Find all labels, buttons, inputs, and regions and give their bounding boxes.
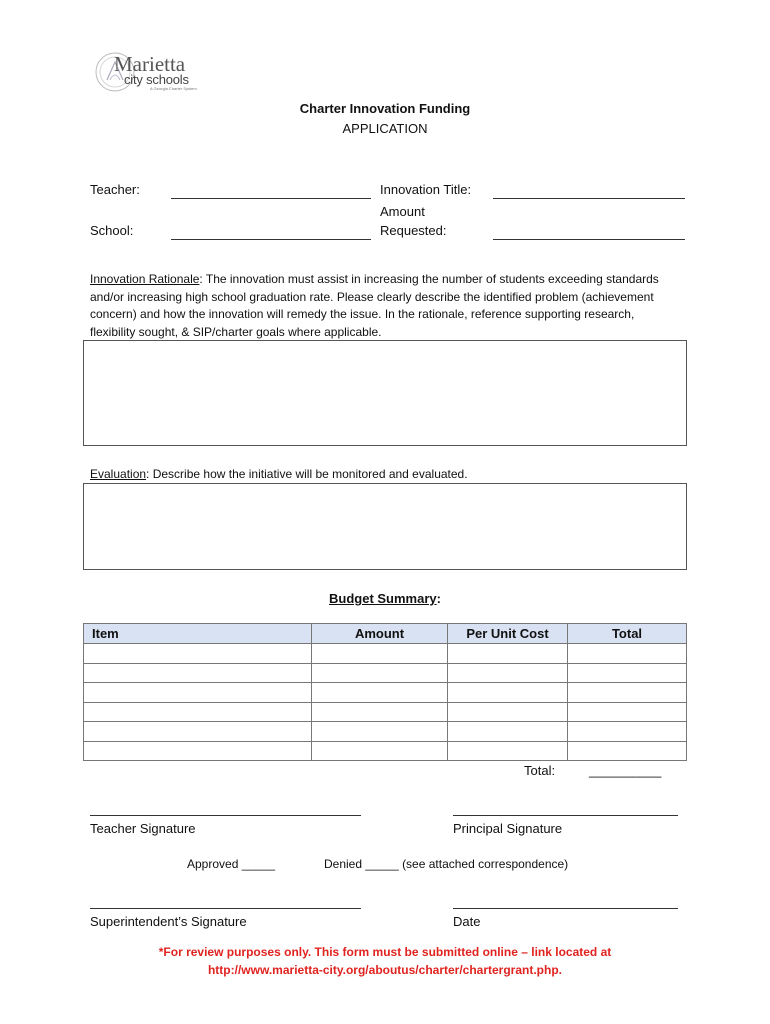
per-unit-cost-cell[interactable] — [448, 683, 568, 703]
innovation-title-label: Innovation Title: — [380, 182, 472, 197]
column-header-amount: Amount — [312, 624, 448, 644]
table-row — [84, 663, 687, 683]
total-cell[interactable] — [568, 741, 687, 761]
per-unit-cost-cell[interactable] — [448, 644, 568, 664]
denied-field[interactable]: Denied _____ (see attached correspondence) — [324, 857, 569, 871]
amount-cell[interactable] — [312, 683, 448, 703]
rationale-heading: Innovation Rationale — [90, 272, 200, 286]
rationale-instructions — [90, 271, 680, 341]
amount-cell[interactable] — [312, 644, 448, 664]
total-cell[interactable] — [568, 663, 687, 683]
amount-label-line1: Amount — [380, 204, 425, 219]
per-unit-cost-cell[interactable] — [448, 663, 568, 683]
innovation-title-field[interactable] — [493, 198, 685, 199]
rationale-text: : The innovation must assist in increasing the number of students exceeding standards and/or increasing high school graduation rate. Please clearly describe the identified problem (achievement concern) and how the innovation will remedy the issue. In the rationale, reference supporting research, flexibility sought, & SIP/charter goals where applicable. — [90, 272, 659, 339]
submission-link[interactable]: http://www.marietta-city.org/aboutus/charter/chartergrant.php. — [207, 963, 563, 977]
amount-requested-field[interactable] — [493, 239, 685, 240]
logo-name: Marietta — [114, 52, 186, 76]
per-unit-cost-cell[interactable] — [448, 722, 568, 742]
rationale-textarea[interactable] — [83, 340, 687, 446]
item-cell[interactable] — [84, 702, 312, 722]
teacher-label: Teacher: — [90, 182, 140, 197]
budget-total-label: Total: — [524, 763, 556, 778]
teacher-field[interactable] — [171, 198, 371, 199]
evaluation-text: : Describe how the initiative will be monitored and evaluated. — [146, 467, 468, 481]
evaluation-textarea[interactable] — [83, 483, 687, 570]
school-label: School: — [90, 223, 134, 238]
amount-cell[interactable] — [312, 722, 448, 742]
total-cell[interactable] — [568, 683, 687, 703]
table-row — [84, 722, 687, 742]
principal-signature-label: Principal Signature — [453, 821, 563, 836]
item-cell[interactable] — [84, 644, 312, 664]
logo-subname: city schools — [124, 72, 189, 87]
per-unit-cost-cell[interactable] — [448, 702, 568, 722]
superintendent-signature-line[interactable] — [90, 908, 361, 909]
item-cell[interactable] — [84, 683, 312, 703]
table-row — [84, 702, 687, 722]
budget-table — [83, 623, 687, 761]
column-header-item: Item — [84, 624, 312, 644]
approved-field[interactable]: Approved _____ — [187, 857, 276, 871]
amount-cell[interactable] — [312, 741, 448, 761]
item-cell[interactable] — [84, 663, 312, 683]
table-row — [84, 683, 687, 703]
column-header-total: Total — [568, 624, 687, 644]
total-cell[interactable] — [568, 644, 687, 664]
total-cell[interactable] — [568, 702, 687, 722]
amount-cell[interactable] — [312, 663, 448, 683]
logo-tagline: A Georgia Charter System — [150, 86, 197, 91]
teacher-signature-label: Teacher Signature — [90, 821, 196, 836]
superintendent-signature-label: Superintendent’s Signature — [90, 914, 247, 929]
amount-cell[interactable] — [312, 702, 448, 722]
table-row — [84, 644, 687, 664]
budget-total-field[interactable]: __________ — [589, 763, 662, 778]
date-line[interactable] — [453, 908, 678, 909]
item-cell[interactable] — [84, 722, 312, 742]
evaluation-instructions — [90, 466, 680, 484]
submission-note: *For review purposes only. This form must be submitted online – link located at — [158, 945, 612, 959]
teacher-signature-line[interactable] — [90, 815, 361, 816]
per-unit-cost-cell[interactable] — [448, 741, 568, 761]
column-header-per-unit-cost: Per Unit Cost — [448, 624, 568, 644]
form-subtitle: APPLICATION — [342, 121, 428, 136]
evaluation-heading: Evaluation — [90, 467, 147, 481]
total-cell[interactable] — [568, 722, 687, 742]
date-label: Date — [453, 914, 481, 929]
school-field[interactable] — [171, 239, 371, 240]
table-row — [84, 741, 687, 761]
amount-label-line2: Requested: — [380, 223, 447, 238]
item-cell[interactable] — [84, 741, 312, 761]
budget-title: Budget Summary: — [329, 591, 441, 606]
form-title: Charter Innovation Funding — [299, 101, 471, 116]
principal-signature-line[interactable] — [453, 815, 678, 816]
